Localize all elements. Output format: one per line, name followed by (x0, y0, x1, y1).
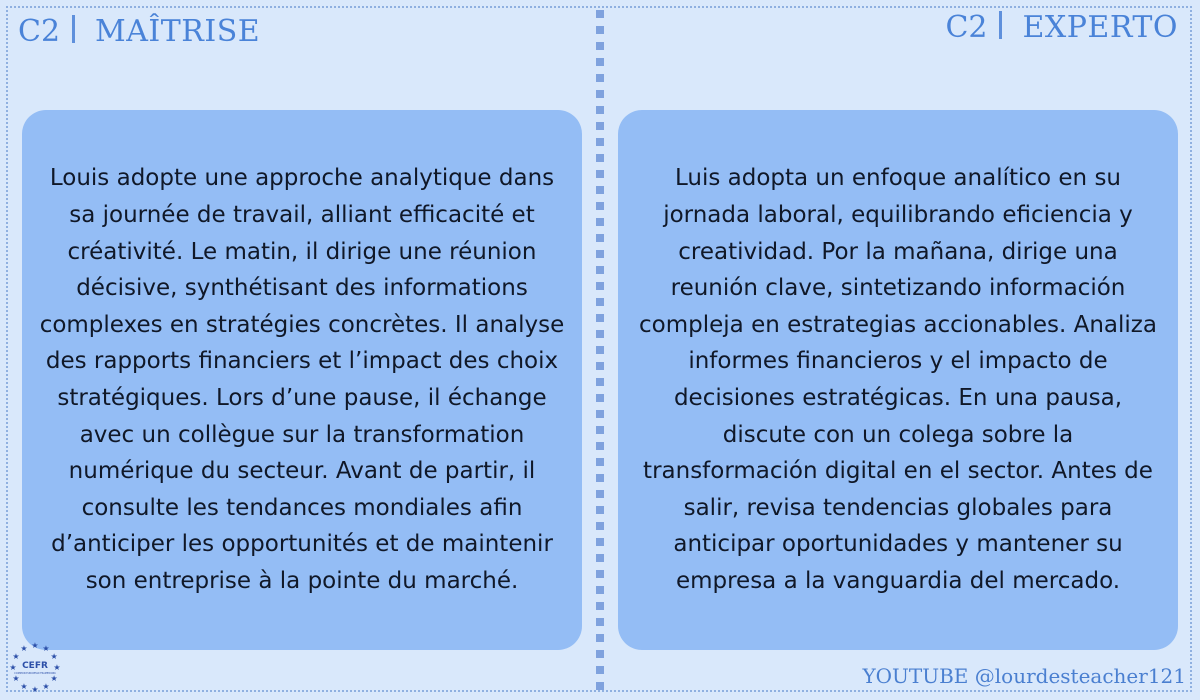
spanish-text-card (618, 110, 1178, 650)
center-divider (596, 10, 604, 692)
logo-star: ★ (42, 643, 50, 653)
logo-star: ★ (50, 674, 58, 683)
right-title: EXPERTO (1022, 10, 1178, 45)
logo-star: ★ (20, 682, 28, 692)
left-level: C2 (18, 14, 61, 49)
right-header (945, 10, 1178, 45)
logo-acronym: CEFR (22, 661, 48, 671)
left-title: MAÎTRISE (95, 14, 261, 49)
spanish-text: Luis adopta un enfoque analítico en su jornada laboral, equilibrando eficiencia y creatividad. Por la mañana, dirige una reunión clave, sintetizando información compleja en estrategias accionables. Analiza informes financieros y el impacto de decisiones estratégicas. En una pausa, discute con un colega sobre la transformación digital en el sector. Antes de salir, revisa tendencias globales para anticipar oportunidades y mantener su empresa a la vanguardia del mercado. (639, 165, 1157, 594)
logo-star: ★ (31, 685, 39, 694)
eu-stars-icon (8, 640, 62, 694)
logo-subtitle: COMMON EUROPEAN FRAMEWORK (14, 672, 56, 675)
left-header (18, 14, 260, 49)
left-header-separator (72, 15, 75, 43)
logo-star: ★ (53, 663, 61, 672)
logo-star: ★ (12, 674, 20, 683)
french-text-card (22, 110, 582, 650)
logo-star: ★ (20, 643, 28, 653)
cefr-logo (8, 640, 62, 694)
youtube-credit: YOUTUBE @lourdesteacher121 (862, 664, 1186, 688)
logo-star: ★ (31, 641, 39, 650)
logo-star: ★ (42, 682, 50, 692)
logo-star: ★ (50, 652, 58, 661)
right-level: C2 (945, 10, 988, 45)
logo-star: ★ (9, 663, 17, 672)
right-header-separator (999, 11, 1002, 39)
logo-star: ★ (12, 652, 20, 661)
french-text: Louis adopte une approche analytique dans sa journée de travail, alliant efficacité et créativité. Le matin, il dirige une réunion décisive, synthétisant des informations complexes en stratégies concrètes. Il analyse des rapports financiers et l’impact des choix stratégiques. Lors d’une pause, il échange avec un collègue sur la transformation numérique du secteur. Avant de partir, il consulte les tendances mondiales afin d’anticiper les opportunités et de maintenir son entreprise à la pointe du marché. (39, 165, 565, 594)
